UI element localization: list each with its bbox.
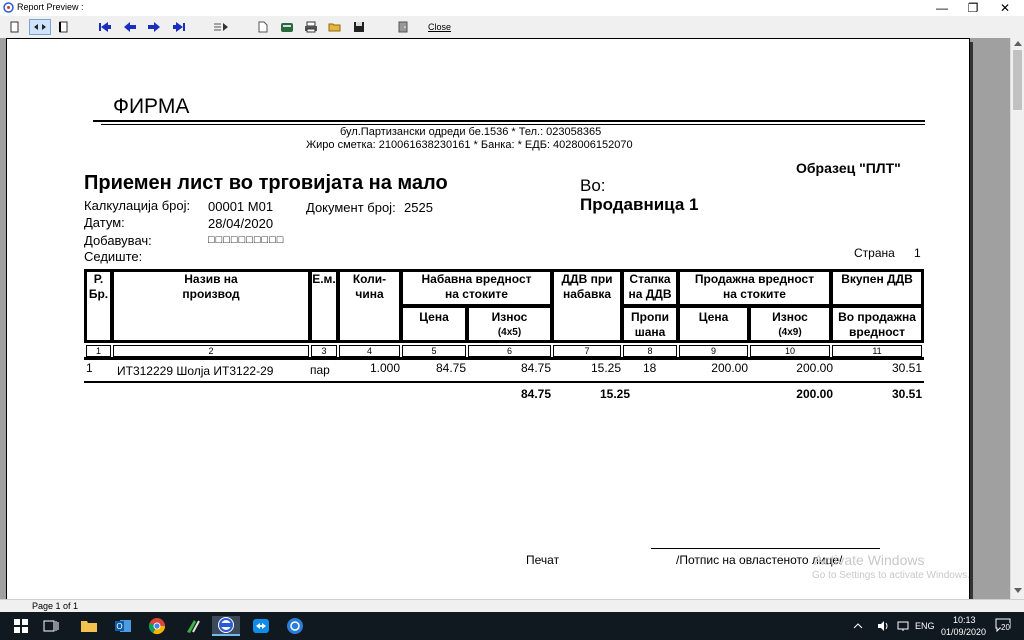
notification-count: 20 bbox=[1001, 623, 1010, 632]
full-page-button[interactable] bbox=[55, 19, 73, 35]
goto-page-button[interactable] bbox=[212, 19, 230, 35]
restore-button[interactable]: ❐ bbox=[967, 1, 979, 15]
stamp-label: Печат bbox=[526, 553, 560, 567]
speaker-icon[interactable] bbox=[877, 620, 889, 632]
app-icon bbox=[3, 2, 14, 13]
window-title: Report Preview : bbox=[17, 2, 84, 12]
bank-line: Жиро сметка: 210061638230161 * Банка: * ЕДБ: 4028006152070 bbox=[306, 139, 633, 151]
chevron-up-icon[interactable] bbox=[853, 621, 863, 631]
row-vat: 15.25 bbox=[590, 361, 621, 375]
tools-icon bbox=[184, 617, 202, 635]
row-price: 84.75 bbox=[435, 361, 466, 375]
goto-page-icon bbox=[213, 21, 229, 33]
column-number: 1 bbox=[95, 346, 101, 356]
start-button[interactable] bbox=[8, 616, 34, 636]
folder-icon bbox=[80, 619, 98, 633]
header-vat-purchase: ДДВ при набавка bbox=[561, 272, 613, 301]
outlook-icon bbox=[114, 618, 132, 634]
fit-width-icon bbox=[32, 21, 48, 33]
printer-icon bbox=[304, 21, 318, 33]
signature-line bbox=[651, 548, 880, 549]
last-page-icon bbox=[172, 21, 186, 33]
page-status: Page 1 of 1 bbox=[32, 601, 79, 611]
header-purchase-value: Набавна вредност на стоките bbox=[421, 272, 532, 301]
header-rule-thin bbox=[101, 124, 925, 125]
column-number: 9 bbox=[710, 346, 716, 356]
header-rate-sub: Пропи шана bbox=[631, 310, 669, 339]
header-total-vat: Вкупен ДДВ bbox=[841, 272, 913, 286]
windows-logo-icon bbox=[13, 618, 29, 634]
taskbar-active-app[interactable] bbox=[212, 616, 240, 636]
total-total-vat: 30.51 bbox=[891, 387, 922, 401]
title-bar bbox=[0, 0, 1024, 16]
print-button[interactable] bbox=[302, 19, 320, 35]
arrow-left-icon bbox=[123, 21, 137, 33]
activation-watermark-subtitle: Go to Settings to activate Windows. bbox=[812, 570, 970, 581]
save-icon bbox=[353, 21, 365, 33]
page-shadow bbox=[970, 42, 973, 599]
close-window-button[interactable]: ✕ bbox=[999, 1, 1011, 15]
document-number-label: Документ број: bbox=[306, 200, 396, 215]
minimize-button[interactable]: — bbox=[936, 1, 948, 15]
row-name: ИТ312229 Шолја ИТ3122-29 bbox=[117, 364, 274, 378]
column-number: 7 bbox=[584, 346, 590, 356]
header-amount-formula: (4х5) bbox=[497, 327, 522, 338]
vertical-scrollbar[interactable] bbox=[1010, 38, 1024, 599]
page-value: 1 bbox=[914, 246, 921, 260]
seat-label: Седиште: bbox=[84, 249, 143, 264]
previous-page-button[interactable] bbox=[121, 19, 139, 35]
header-name: Назив на производ bbox=[182, 272, 240, 301]
supplier-label: Добавувач: bbox=[84, 233, 152, 248]
export-icon bbox=[280, 21, 294, 33]
column-number: 5 bbox=[431, 346, 437, 356]
header-sales-value: Продажна вредност на стоките bbox=[694, 272, 815, 301]
taskbar-outlook[interactable] bbox=[110, 616, 136, 636]
first-page-icon bbox=[98, 21, 112, 33]
single-page-icon bbox=[10, 21, 20, 33]
scroll-down-icon[interactable] bbox=[1014, 588, 1022, 593]
row-rate: 18 bbox=[643, 361, 657, 375]
column-number: 6 bbox=[506, 346, 512, 356]
first-page-button[interactable] bbox=[96, 19, 114, 35]
header-in-sales: Во продажна вредност bbox=[838, 310, 916, 339]
page-label: Страна bbox=[854, 246, 895, 260]
form-label: Образец "ПЛТ" bbox=[796, 160, 901, 176]
svg-text:O: O bbox=[116, 622, 123, 631]
calculation-label: Калкулација број: bbox=[84, 198, 191, 213]
arrow-right-icon bbox=[147, 21, 161, 33]
column-number: 8 bbox=[647, 346, 653, 356]
globe-icon bbox=[286, 617, 304, 635]
header-amount: Износ bbox=[491, 310, 528, 324]
teamviewer-icon bbox=[252, 618, 270, 634]
row-sales-amount: 200.00 bbox=[796, 361, 833, 375]
date-value: 28/04/2020 bbox=[208, 216, 274, 231]
header-rbr: Р. Бр. bbox=[88, 272, 109, 301]
last-page-button[interactable] bbox=[170, 19, 188, 35]
to-label: Во: bbox=[580, 176, 606, 195]
taskbar-teamviewer[interactable] bbox=[248, 616, 274, 636]
column-number: 10 bbox=[784, 346, 795, 356]
open-button[interactable] bbox=[326, 19, 344, 35]
header-qty: Коли- чина bbox=[352, 272, 387, 301]
page-icon bbox=[258, 21, 268, 33]
column-numbers-bottom-rule bbox=[84, 357, 924, 360]
row-total-vat: 30.51 bbox=[891, 361, 922, 375]
header-sales-formula: (4х9) bbox=[778, 327, 802, 338]
exit-button[interactable] bbox=[394, 19, 412, 35]
taskbar-chrome[interactable] bbox=[144, 616, 170, 636]
taskbar bbox=[0, 612, 1024, 640]
chrome-icon bbox=[148, 617, 166, 635]
taskbar-file-explorer[interactable] bbox=[76, 616, 102, 636]
helix-app-icon bbox=[216, 616, 236, 634]
scrollbar-thumb[interactable] bbox=[1013, 50, 1022, 110]
header-rate: Стапка на ДДВ bbox=[628, 272, 672, 301]
scroll-up-icon[interactable] bbox=[1014, 41, 1022, 46]
task-view-button[interactable] bbox=[38, 616, 64, 636]
row-qty: 1.000 bbox=[369, 361, 400, 375]
full-page-icon bbox=[59, 21, 69, 33]
header-sales-price: Цена bbox=[698, 310, 729, 324]
save-button[interactable] bbox=[350, 19, 368, 35]
column-number: 4 bbox=[366, 346, 372, 356]
folder-open-icon bbox=[328, 21, 342, 33]
export-button[interactable] bbox=[278, 19, 296, 35]
header-price: Цена bbox=[419, 310, 449, 324]
report-page bbox=[6, 38, 970, 599]
date-label: Датум: bbox=[84, 215, 125, 230]
fit-width-button[interactable] bbox=[29, 19, 51, 35]
store-name: Продавница 1 bbox=[580, 195, 699, 214]
row-amount: 84.75 bbox=[520, 361, 551, 375]
page-setup-button[interactable] bbox=[254, 19, 272, 35]
status-bar bbox=[0, 599, 1024, 613]
document-title: Приемен лист во трговијата на мало bbox=[84, 172, 448, 194]
header-rule bbox=[93, 120, 925, 122]
clock-date[interactable]: 01/09/2020 bbox=[941, 627, 987, 637]
total-vat: 15.25 bbox=[599, 387, 630, 401]
preview-area bbox=[0, 38, 1010, 599]
column-number: 2 bbox=[208, 346, 214, 356]
totals-rule bbox=[84, 381, 924, 383]
taskbar-app-green[interactable] bbox=[180, 616, 206, 636]
signature-label: /Потпис на овластеното лице/ bbox=[676, 553, 843, 567]
company-name: ФИРМА bbox=[113, 95, 190, 118]
task-view-icon bbox=[43, 619, 59, 633]
header-sales-amount: Износ bbox=[772, 310, 808, 324]
row-unit: пар bbox=[310, 363, 330, 377]
row-rbr: 1 bbox=[86, 361, 93, 375]
taskbar-app-blue[interactable] bbox=[282, 616, 308, 636]
supplier-value: □□□□□□□□□□ bbox=[208, 234, 285, 246]
single-page-button[interactable] bbox=[6, 19, 24, 35]
address-line: бул.Партизански одреди бе.1536 * Тел.: 023058365 bbox=[340, 126, 602, 138]
activation-watermark-title: Activate Windows bbox=[814, 552, 925, 568]
column-number: 11 bbox=[872, 346, 882, 356]
close-button[interactable]: Close bbox=[428, 22, 452, 32]
document-number-value: 2525 bbox=[404, 200, 433, 215]
column-number: 3 bbox=[321, 346, 327, 356]
door-icon bbox=[397, 21, 409, 33]
notification-button[interactable] bbox=[995, 617, 1013, 635]
network-icon[interactable] bbox=[897, 620, 909, 632]
total-sales-amount: 200.00 bbox=[796, 387, 833, 401]
total-amount: 84.75 bbox=[520, 387, 551, 401]
row-sales-price: 200.00 bbox=[711, 361, 748, 375]
toolbar bbox=[0, 16, 1024, 39]
next-page-button[interactable] bbox=[145, 19, 163, 35]
header-unit: Е.м. bbox=[312, 272, 336, 286]
language-indicator[interactable]: ENG bbox=[915, 621, 935, 631]
calculation-value: 00001 М01 bbox=[208, 199, 274, 214]
clock-time[interactable]: 10:13 bbox=[953, 615, 976, 625]
